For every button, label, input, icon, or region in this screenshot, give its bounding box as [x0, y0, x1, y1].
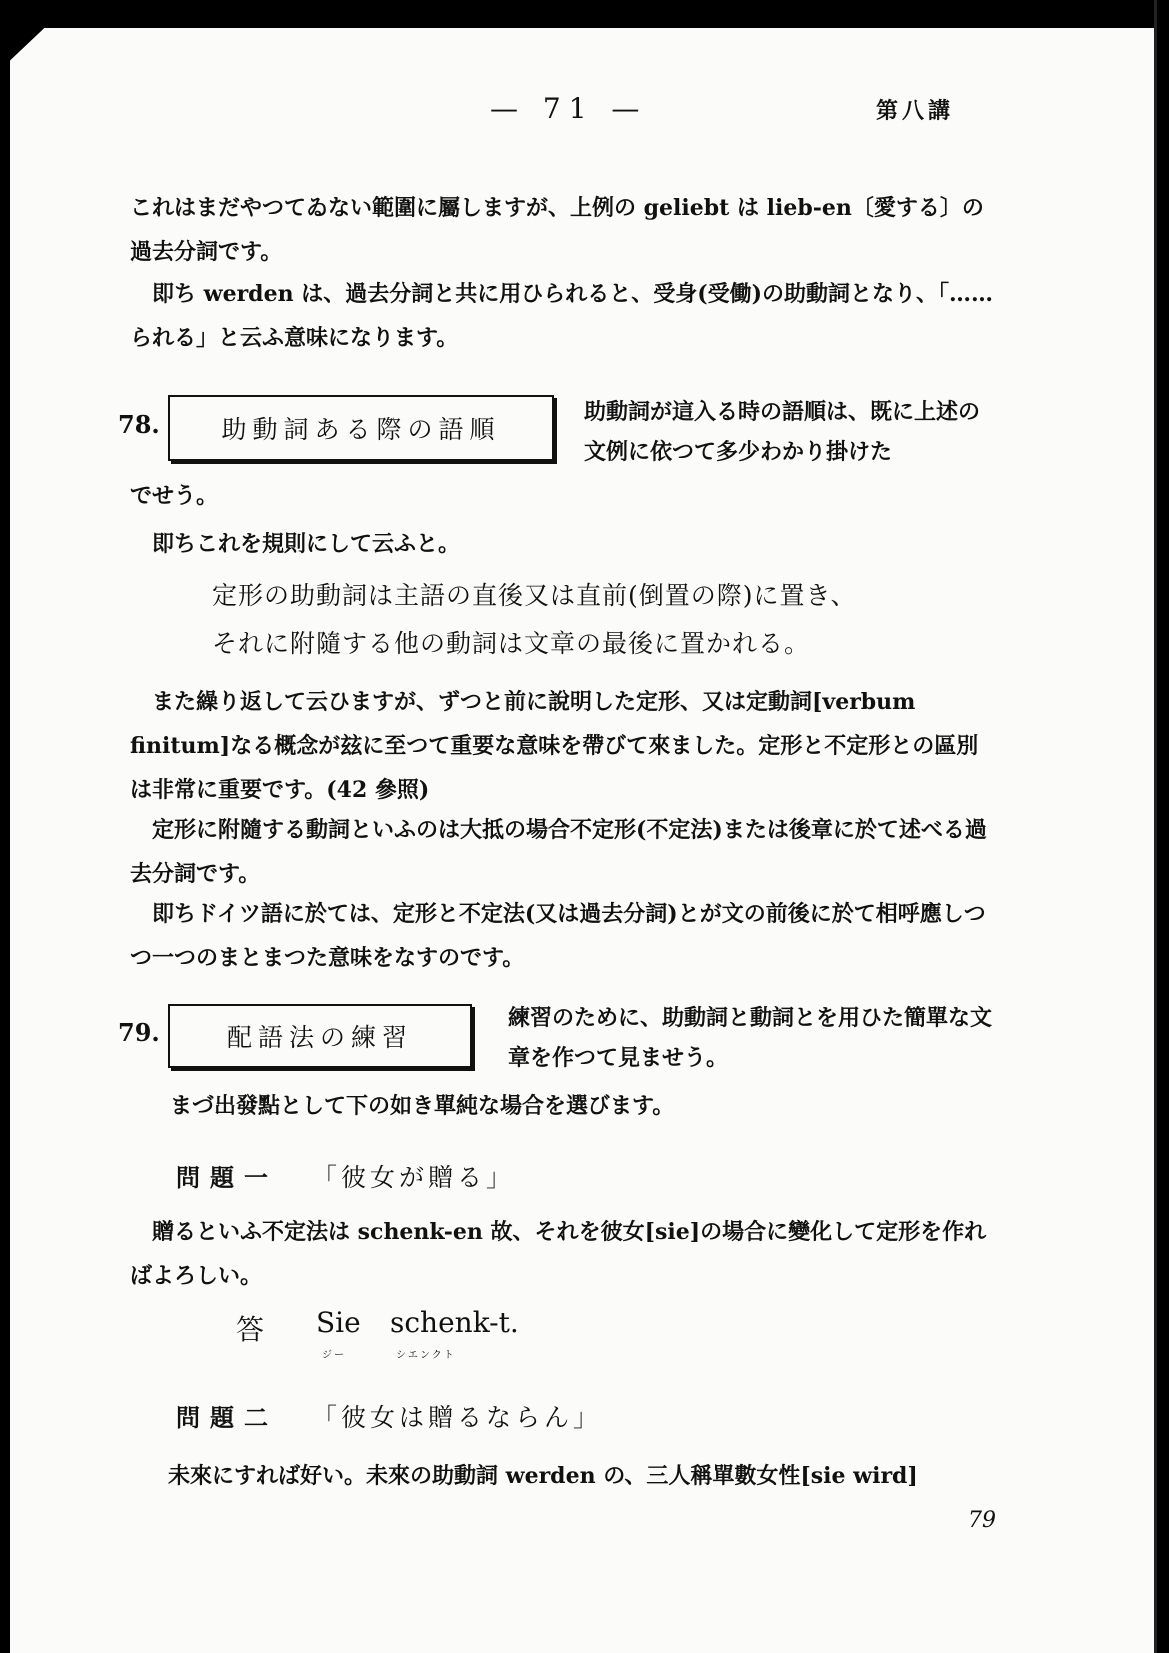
rule-line-2: それに附隨する他の動詞は文章の最後に置かれる。 [212, 629, 811, 658]
answer-word-2: schenk-t. [390, 1306, 519, 1339]
answer-label: 答 [236, 1313, 265, 1346]
section-79-heading: 配語法の練習 [226, 1023, 413, 1052]
section-78-heading: 助動詞ある際の語順 [221, 415, 501, 444]
paragraph-5: 即ちドイツ語に於ては、定形と不定法(又は過去分詞)とが文の前後に於て相呼應しつつ一つのまとまつた意味をなすのです。 [130, 901, 986, 971]
answer-ruby-2: シエンクト [396, 1350, 456, 1361]
section-78-intro: 即ちこれを規則にして云ふと。 [152, 531, 461, 557]
problem-2-label: 問題二 [176, 1403, 278, 1432]
section-78-side-text: 助動詞が這入る時の語順は、既に上述の文例に依つて多少わかり掛けた [584, 399, 981, 465]
problem-1-text: 「彼女が贈る」 [312, 1163, 516, 1192]
problem-1 [176, 1158, 515, 1194]
paragraph-4: 定形に附隨する動詞といふのは大抵の場合不定形(不定法)または後章に於て述べる過去分詞です。 [130, 817, 987, 887]
problem-1-explanation: 贈るといふ不定法は schenk-en 故、それを彼女[sie]の場合に變化して定形を作ればよろしい。 [130, 1219, 987, 1289]
problem-2 [176, 1398, 602, 1434]
answer-word-1: Sie [316, 1306, 361, 1339]
answer-ruby-1: ジー [322, 1350, 346, 1361]
section-78-continuation: でせう。 [130, 483, 219, 509]
section-79-heading-box [168, 1004, 472, 1068]
section-79-number: 79. [118, 1018, 160, 1047]
paragraph-3: また繰り返して云ひますが、ずつと前に說明した定形、又は定動詞[verbum finitum]なる概念が玆に至つて重要な意味を帶びて來ました。定形と不定形との區別は非常に重要です。(42 參照) [130, 689, 979, 803]
problem-1-label: 問題一 [176, 1163, 278, 1192]
section-79-side-text: 練習のために、助動詞と動詞とを用ひた簡單な文章を作つて見ませう。 [508, 1005, 993, 1071]
folio-number: 79 [968, 1508, 996, 1533]
problem-2-text: 「彼女は贈るならん」 [312, 1403, 603, 1432]
paragraph-2: 即ち werden は、過去分詞と共に用ひられると、受身(受働)の助動詞となり、「……られる」と云ふ意味になります。 [130, 281, 994, 351]
section-78-heading-box [168, 395, 554, 461]
paragraph-1: これはまだやつてゐない範圍に屬しますが、上例の geliebt は lieb-en〔愛する〕の過去分詞です。 [130, 195, 984, 265]
section-79-intro: まづ出發點として下の如き單純な場合を選びます。 [170, 1093, 675, 1119]
page-number: — 71 — [490, 92, 648, 125]
page-edge-divider [1154, 0, 1157, 1653]
section-78-number: 78. [118, 410, 160, 439]
problem-2-explanation: 未來にすれば好い。未來の助動詞 werden の、三人稱單數女性[sie wird] [168, 1463, 918, 1489]
rule-line-1: 定形の助動詞は主語の直後又は直前(倒置の際)に置き、 [212, 581, 857, 610]
chapter-label: 第八講 [876, 98, 955, 124]
